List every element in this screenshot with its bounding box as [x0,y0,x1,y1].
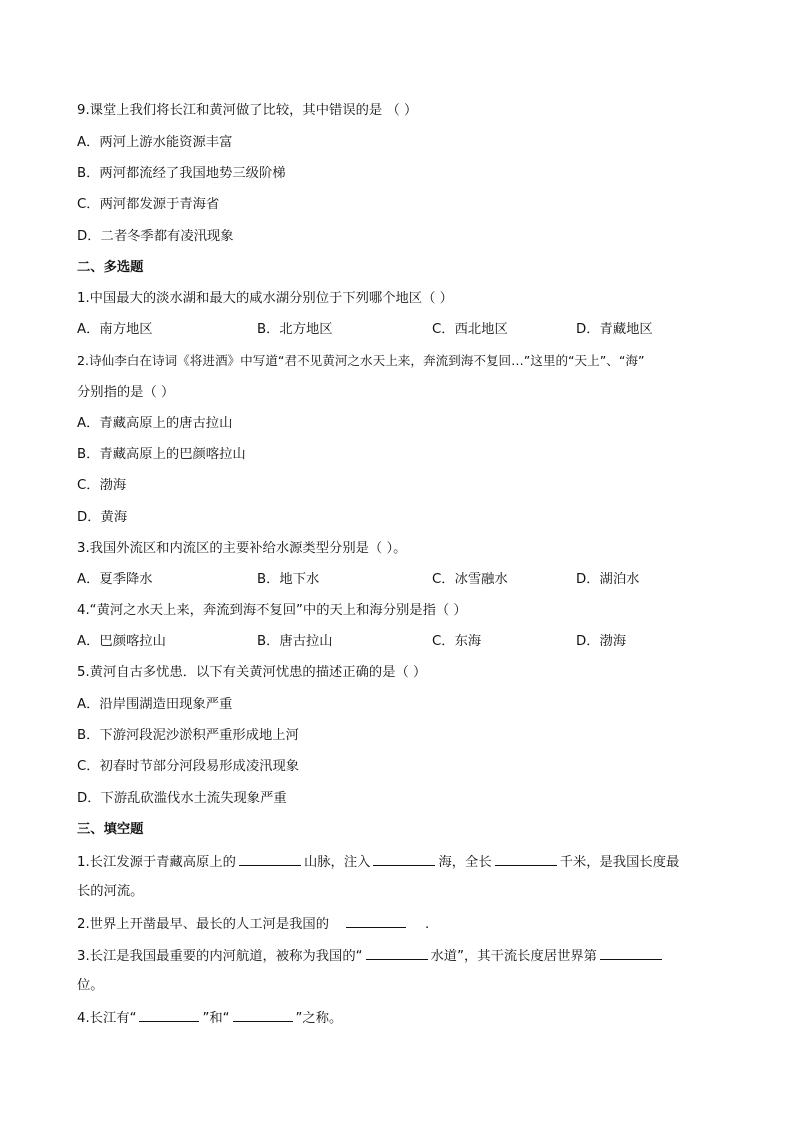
s3-q3-text-1: 3.长江是我国最重要的内河航道，被称为我国的“ [77,949,363,964]
s2-q1-option-a: A．南方地区 [77,322,153,337]
answer-blank[interactable] [495,852,557,866]
s2-q3-option-b: B．地下水 [257,572,320,587]
s2-q4-option-c: C．东海 [432,634,482,649]
s2-q4-option-b: B．唐古拉山 [257,634,333,649]
s3-q4-text-2: ”和“ [202,1011,230,1026]
s2-q1-stem: 1.中国最大的淡水湖和最大的咸水湖分别位于下列哪个地区（ ） [77,291,453,306]
s2-q1-option-c: C．西北地区 [432,322,508,337]
s2-q5-option-d: D．下游乱砍滥伐水土流失现象严重 [77,791,287,806]
s2-q3-option-d: D．湖泊水 [576,572,640,587]
s2-q3-option-a: A．夏季降水 [77,572,153,587]
s3-q1-line2: 长的河流。 [77,884,144,899]
q9-option-b: B．两河都流经了我国地势三级阶梯 [77,166,286,181]
s2-q2-option-a: A．青藏高原上的唐古拉山 [77,416,233,431]
s3-q4-text-3: ”之称。 [295,1011,343,1026]
s3-q2-text-1: 2.世界上开凿最早、最长的人工河是我国的 [77,917,330,932]
answer-blank[interactable] [346,914,406,928]
answer-blank[interactable] [600,946,662,960]
section-title-multiple-choice: 二、多选题 [77,260,144,275]
s2-q4-stem: 4.“黄河之水天上来，奔流到海不复回”中的天上和海分别是指（ ） [77,603,467,618]
s3-q1-text-2: 山脉，注入 [303,855,371,870]
s3-q3-line1 [77,946,665,966]
s2-q5-option-a: A．沿岸围湖造田现象严重 [77,697,233,712]
s3-q1-text-1: 1.长江发源于青藏高原上的 [77,855,236,870]
s2-q2-option-c: C．渤海 [77,478,127,493]
s3-q4 [77,1008,342,1028]
s2-q4-option-a: A．巴颜喀拉山 [77,634,166,649]
s2-q2-stem-line1: 2.诗仙李白在诗词《将进酒》中写道“君不见黄河之水天上来，奔流到海不复回…”这里的“天上”、“海” [77,353,645,368]
s2-q3-option-c: C．冰雪融水 [432,572,508,587]
s2-q2-option-b: B．青藏高原上的巴颜喀拉山 [77,447,246,462]
answer-blank[interactable] [373,852,435,866]
s2-q1-option-b: B．北方地区 [257,322,333,337]
answer-blank[interactable] [233,1008,293,1022]
s2-q3-stem: 3.我国外流区和内流区的主要补给水源类型分别是（ ）。 [77,541,407,556]
answer-blank[interactable] [139,1008,199,1022]
q9-option-d: D．二者冬季都有凌汛现象 [77,229,234,244]
s2-q2-option-d: D．黄海 [77,510,128,525]
s2-q4-option-d: D．渤海 [576,634,627,649]
answer-blank[interactable] [366,946,428,960]
s3-q3-line2: 位。 [77,978,104,993]
s3-q2 [77,914,429,934]
q9-stem: 9.课堂上我们将长江和黄河做了比较，其中错误的是 （ ） [77,103,418,118]
s2-q1-option-d: D．青藏地区 [576,322,653,337]
s2-q2-stem-line2: 分别指的是（ ） [77,385,175,400]
s2-q5-option-c: C．初春时节部分河段易形成凌汛现象 [77,759,300,774]
s3-q1-text-4: 千米，是我国长度最 [559,855,680,870]
s3-q1-text-3: 海，全长 [438,855,492,870]
q9-option-a: A．两河上游水能资源丰富 [77,135,233,150]
s3-q1-line1 [77,852,679,872]
s2-q5-option-b: B．下游河段泥沙淤积严重形成地上河 [77,728,299,743]
section-title-fill-in-blank: 三、填空题 [77,822,144,837]
s3-q4-text-1: 4.长江有“ [77,1011,137,1026]
s3-q2-text-2: . [425,917,430,932]
s3-q3-text-2: 水道”，其干流长度居世界第 [430,949,597,964]
q9-option-c: C．两河都发源于青海省 [77,197,220,212]
answer-blank[interactable] [239,852,301,866]
s2-q5-stem: 5.黄河自古多忧患．以下有关黄河忧患的描述正确的是（ ） [77,665,427,680]
